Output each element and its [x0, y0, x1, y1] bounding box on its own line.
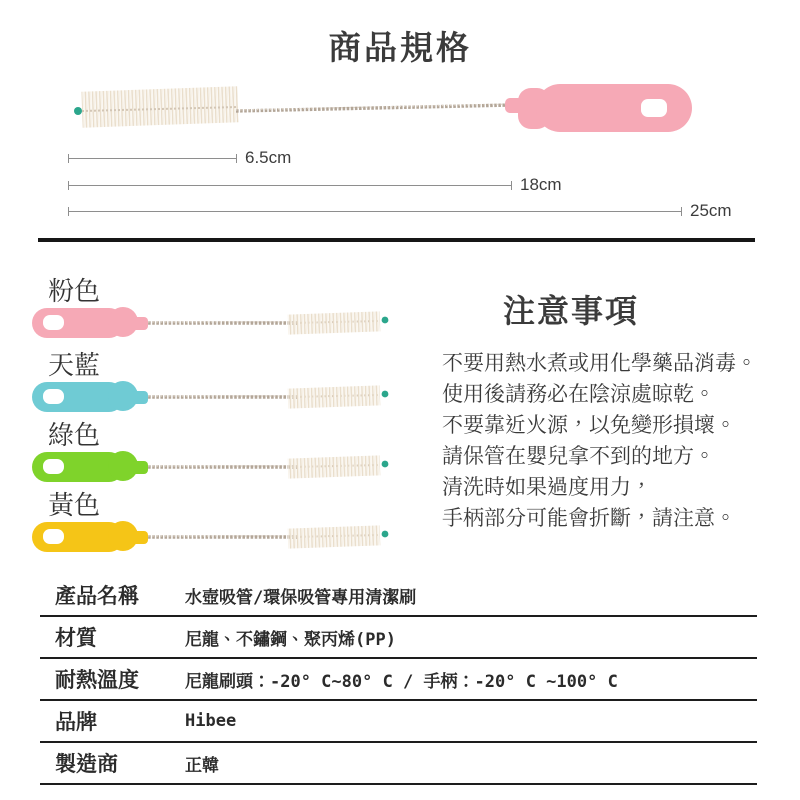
measure-line	[68, 207, 682, 216]
variant-brush-green	[30, 447, 395, 487]
hero-brush-image	[56, 80, 696, 136]
row-value: 尼龍刷頭：-20° C~80° C / 手柄：-20° C ~100° C	[185, 671, 618, 692]
row-value: 正韓	[185, 755, 219, 776]
variant-label-yellow: 黃色	[48, 490, 101, 520]
table-row	[40, 617, 757, 659]
notice-title: 注意事項	[503, 293, 640, 329]
variant-label-skyblue: 天藍	[48, 350, 101, 380]
notice-line: 手柄部分可能會折斷，請注意。	[442, 507, 736, 530]
row-label: 耐熱溫度	[55, 669, 139, 692]
section-divider	[38, 238, 755, 242]
measure-label: 6.5cm	[245, 148, 292, 167]
spec-table	[40, 575, 757, 785]
row-label: 品牌	[55, 711, 97, 734]
row-value: Hibee	[185, 711, 237, 731]
variant-brush-skyblue	[30, 377, 395, 417]
measure-label: 18cm	[520, 175, 562, 194]
measurement-total-length	[68, 202, 732, 220]
variant-label-pink: 粉色	[48, 276, 101, 306]
variant-brush-yellow	[30, 517, 395, 557]
handle-hang-hole	[641, 99, 667, 117]
notice-list	[442, 348, 782, 534]
variant-brush-pink	[30, 303, 395, 343]
row-label: 材質	[55, 627, 97, 650]
row-label: 產品名稱	[55, 585, 139, 608]
brush-tip-bead	[74, 107, 82, 115]
row-value: 水壺吸管/環保吸管專用清潔刷	[185, 587, 417, 608]
row-value: 尼龍、不鏽鋼、聚丙烯(PP)	[185, 629, 396, 650]
page-title: 商品規格	[328, 29, 472, 66]
notice-line: 不要用熱水煮或用化學藥品消毒。	[442, 352, 757, 375]
notice-line: 清洗時如果過度用力，	[442, 476, 652, 499]
measure-line	[68, 154, 237, 163]
notice-line: 請保管在嬰兒拿不到的地方。	[442, 445, 715, 468]
table-row	[40, 659, 757, 701]
measure-line	[68, 181, 512, 190]
measurement-head-plus-wire	[68, 176, 562, 194]
table-row	[40, 701, 757, 743]
measure-label: 25cm	[690, 201, 732, 220]
table-row	[40, 575, 757, 617]
measurement-brush-head	[68, 149, 291, 167]
table-row	[40, 743, 757, 785]
notice-line: 使用後請務必在陰涼處晾乾。	[442, 383, 715, 406]
variant-label-green: 綠色	[48, 420, 101, 450]
row-label: 製造商	[55, 753, 118, 776]
notice-line: 不要靠近火源，以免變形損壞。	[442, 414, 736, 437]
